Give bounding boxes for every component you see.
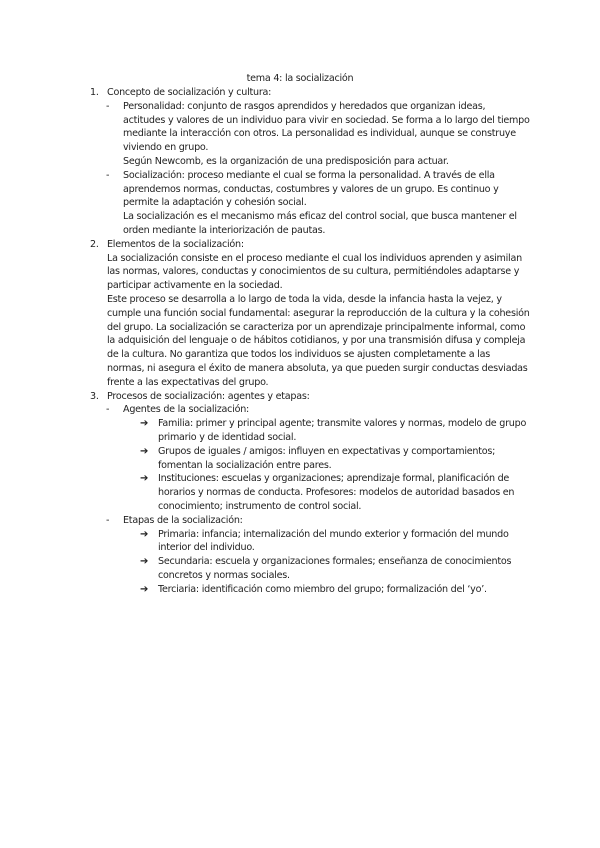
section-heading: Procesos de socialización: agentes y etapas: bbox=[107, 390, 310, 402]
dash-bullet: - bbox=[106, 514, 110, 526]
dash-bullet: - bbox=[106, 100, 110, 112]
section-heading: Elementos de la socialización: bbox=[107, 238, 244, 250]
list-item-text: Terciaria: identificación como miembro del grupo; formalización del ‘yo’. bbox=[158, 583, 487, 595]
section-number: 2. bbox=[90, 238, 99, 250]
group-heading: Etapas de la socialización: bbox=[123, 514, 243, 526]
list-item-text: Grupos de iguales / amigos: influyen en expectativas y comportamientos; fomentan la socialización entre pares. bbox=[158, 445, 496, 471]
agentes-list bbox=[90, 417, 530, 514]
section-paragraph: Este proceso se desarrolla a lo largo de toda la vida, desde la infancia hasta la vejez, y cumple una función social fundamental: asegurar la reproducción de la cultura y la cohesión del grupo. La socialización se caracteriza por un aprendizaje principalmente informal, como la adquisición del lenguaje o de hábitos cotidianos, y por una transmisión difusa y compleja de la cultura. No garantiza que todos los individuos se ajusten completamente a las normas, ni asegura el éxito de manera absoluta, ya que pueden surgir conductas desviadas frente a las expectativas del grupo. bbox=[107, 293, 530, 388]
list-item bbox=[140, 417, 530, 445]
section-2 bbox=[90, 238, 530, 390]
section-1-item-socializacion bbox=[90, 169, 530, 238]
item-text: Socialización: proceso mediante el cual se forma la personalidad. A través de ella aprendemos normas, conductas, costumbres y valores de un grupo. Es continuo y permite la adaptación y cohesión social. bbox=[123, 169, 499, 209]
dash-bullet: - bbox=[106, 169, 110, 181]
item-text: Personalidad: conjunto de rasgos aprendidos y heredados que organizan ideas, actitudes y valores de un individuo para vivir en sociedad. Se forma a lo largo del tiempo mediante la interacción con otros. La personalidad es individual, aunque se construye viviendo en grupo. bbox=[123, 100, 530, 154]
etapas-list bbox=[90, 528, 530, 597]
arrow-right-icon: ➔ bbox=[140, 473, 149, 485]
list-item-text: Instituciones: escuelas y organizaciones; aprendizaje formal, planificación de horarios y normas de conducta. Profesores: modelos de autoridad basados en conocimiento; instrumento de control social. bbox=[158, 473, 515, 512]
section-heading: Concepto de socialización y cultura: bbox=[107, 87, 272, 98]
arrow-right-icon: ➔ bbox=[140, 445, 149, 457]
list-item bbox=[140, 528, 530, 556]
section-paragraph: La socialización consiste en el proceso mediante el cual los individuos aprenden y asimilan las normas, valores, conductas y conocimientos de su cultura, permitiéndoles adaptarse y participar activamente en la sociedad. bbox=[107, 252, 522, 292]
section-3 bbox=[90, 390, 530, 404]
arrow-right-icon: ➔ bbox=[140, 418, 149, 430]
document-body bbox=[90, 86, 530, 596]
section-number: 1. bbox=[90, 87, 99, 98]
list-item-text: Secundaria: escuela y organizaciones formales; enseñanza de conocimientos concretos y normas sociales. bbox=[158, 556, 512, 581]
group-agentes bbox=[90, 403, 530, 417]
section-1-item-personalidad bbox=[90, 100, 530, 169]
list-item bbox=[140, 583, 530, 597]
arrow-right-icon: ➔ bbox=[140, 583, 149, 595]
item-extra: Según Newcomb, es la organización de una predisposición para actuar. bbox=[123, 155, 449, 167]
list-item-text: Familia: primer y principal agente; transmite valores y normas, modelo de grupo primario y de identidad social. bbox=[158, 418, 527, 443]
section-number: 3. bbox=[90, 390, 99, 402]
section-1 bbox=[90, 86, 530, 100]
arrow-right-icon: ➔ bbox=[140, 556, 149, 568]
document-title: tema 4: la socialización bbox=[246, 73, 354, 84]
list-item-text: Primaria: infancia; internalización del mundo exterior y formación del mundo interior del individuo. bbox=[158, 528, 509, 554]
list-item bbox=[140, 472, 530, 513]
group-etapas bbox=[90, 514, 530, 528]
dash-bullet: - bbox=[106, 404, 110, 416]
arrow-right-icon: ➔ bbox=[140, 528, 149, 540]
list-item bbox=[140, 445, 530, 473]
item-extra: La socialización es el mecanismo más eficaz del control social, que busca mantener el orden mediante la interiorización de pautas. bbox=[123, 211, 517, 236]
group-heading: Agentes de la socialización: bbox=[123, 404, 250, 416]
list-item bbox=[140, 555, 530, 583]
